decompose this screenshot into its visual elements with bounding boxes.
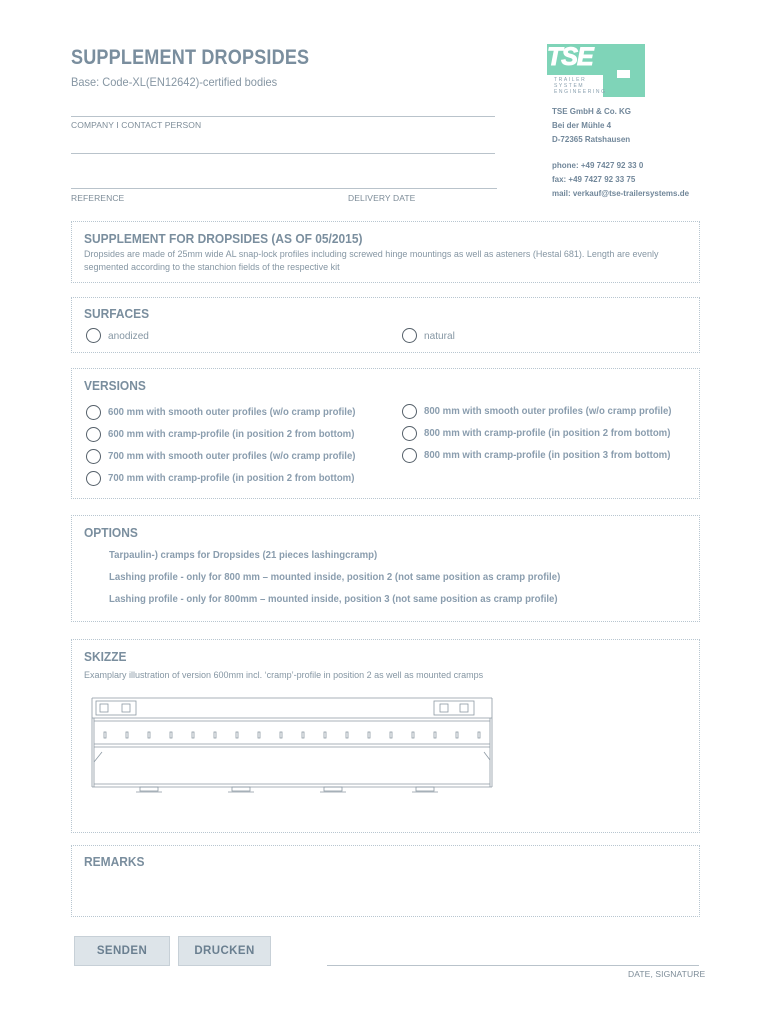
version-800-cramp-pos3[interactable] (402, 448, 681, 463)
send-button[interactable]: SENDEN (74, 936, 170, 966)
company-contact-input[interactable] (71, 101, 494, 115)
version-label: 800 mm with smooth outer profiles (w/o cramp profile) (424, 406, 672, 417)
option-lashing-profile-pos3[interactable]: Lashing profile - only for 800mm – mounted inside, position 3 (not same position as cramp profile) (109, 594, 558, 605)
logo-tagline: TRAILER SYSTEM ENGINEERING (554, 77, 607, 95)
options-section (71, 515, 700, 622)
reference-label: REFERENCE (71, 193, 125, 203)
page-title: SUPPLEMENT DROPSIDES (71, 46, 310, 69)
sketch-section (71, 639, 700, 833)
supplement-section (71, 221, 700, 283)
remarks-textarea[interactable] (84, 876, 687, 916)
version-700-smooth[interactable] (86, 449, 366, 464)
surfaces-title: SURFACES (84, 306, 150, 321)
version-label: 800 mm with cramp-profile (in position 2 from bottom) (424, 428, 671, 439)
signature-line (327, 965, 699, 966)
radio-800-smooth[interactable] (402, 404, 417, 419)
option-lashing-profile-pos2[interactable]: Lashing profile - only for 800 mm – mounted inside, position 2 (not same position as cramp profile) (109, 572, 561, 583)
reference-input[interactable] (71, 173, 341, 187)
surface-label-anodized: anodized (108, 329, 149, 342)
radio-anodized[interactable] (86, 328, 101, 343)
surface-option-anodized[interactable] (86, 328, 151, 343)
delivery-date-input[interactable] (348, 173, 496, 187)
company-contact-input-2[interactable] (71, 138, 494, 152)
radio-600-smooth[interactable] (86, 405, 101, 420)
sketch-title: SKIZZE (84, 649, 127, 664)
supplement-text: Dropsides are made of 25mm wide AL snap-lock profiles including screwed hinge mountings as well as asteners (Hestal 681). Length are evenly segmented according to the stanchion fields of the respective kit (84, 249, 659, 272)
address-street: Bei der Mühle 4 (552, 120, 612, 130)
company-underline (71, 116, 495, 117)
surface-label-natural: natural (424, 329, 455, 342)
address-city: D-72365 Ratshausen (552, 134, 631, 144)
sketch-caption: Examplary illustration of version 600mm incl. ‘cramp’-profile in position 2 as well as mounted cramps (84, 670, 484, 680)
version-800-cramp-pos2[interactable] (402, 426, 681, 441)
surfaces-section (71, 297, 700, 353)
surface-option-natural[interactable] (402, 328, 456, 343)
version-label: 700 mm with cramp-profile (in position 2 from bottom) (108, 473, 355, 484)
address-phone: phone: +49 7427 92 33 0 (552, 160, 644, 170)
blank-underline (71, 153, 495, 154)
supplement-title: SUPPLEMENT FOR DROPSIDES (AS OF 05/2015) (84, 231, 363, 246)
dropside-sketch (82, 692, 502, 802)
print-button[interactable]: DRUCKEN (178, 936, 271, 966)
versions-section (71, 368, 700, 499)
address-mail: mail: verkauf@tse-trailersystems.de (552, 188, 690, 198)
radio-600-cramp[interactable] (86, 427, 101, 442)
version-label: 600 mm with smooth outer profiles (w/o cramp profile) (108, 407, 356, 418)
address-fax: fax: +49 7427 92 33 75 (552, 174, 636, 184)
address-company: TSE GmbH & Co. KG (552, 106, 632, 116)
version-label: 600 mm with cramp-profile (in position 2 from bottom) (108, 429, 355, 440)
radio-800-cramp-pos3[interactable] (402, 448, 417, 463)
signature-label: DATE, SIGNATURE (628, 969, 706, 979)
version-800-smooth[interactable] (402, 404, 682, 419)
logo-text: TSE (547, 43, 593, 71)
company-contact-label: COMPANY I CONTACT PERSON (71, 120, 202, 130)
version-600-cramp[interactable] (86, 427, 365, 442)
tse-logo (547, 44, 645, 97)
radio-700-cramp[interactable] (86, 471, 101, 486)
radio-800-cramp-pos2[interactable] (402, 426, 417, 441)
option-tarpaulin-cramps[interactable]: Tarpaulin-) cramps for Dropsides (21 pieces lashingcramp) (109, 550, 378, 561)
page-subtitle: Base: Code-XL(EN12642)-certified bodies (71, 75, 278, 89)
reference-underline (71, 188, 497, 189)
version-700-cramp[interactable] (86, 471, 365, 486)
radio-natural[interactable] (402, 328, 417, 343)
remarks-section (71, 845, 700, 917)
version-label: 700 mm with smooth outer profiles (w/o cramp profile) (108, 451, 356, 462)
versions-title: VERSIONS (84, 378, 146, 393)
delivery-date-label: DELIVERY DATE (348, 193, 416, 203)
remarks-title: REMARKS (84, 854, 145, 869)
options-title: OPTIONS (84, 525, 138, 540)
radio-700-smooth[interactable] (86, 449, 101, 464)
version-label: 800 mm with cramp-profile (in position 3 from bottom) (424, 450, 671, 461)
version-600-smooth[interactable] (86, 405, 366, 420)
